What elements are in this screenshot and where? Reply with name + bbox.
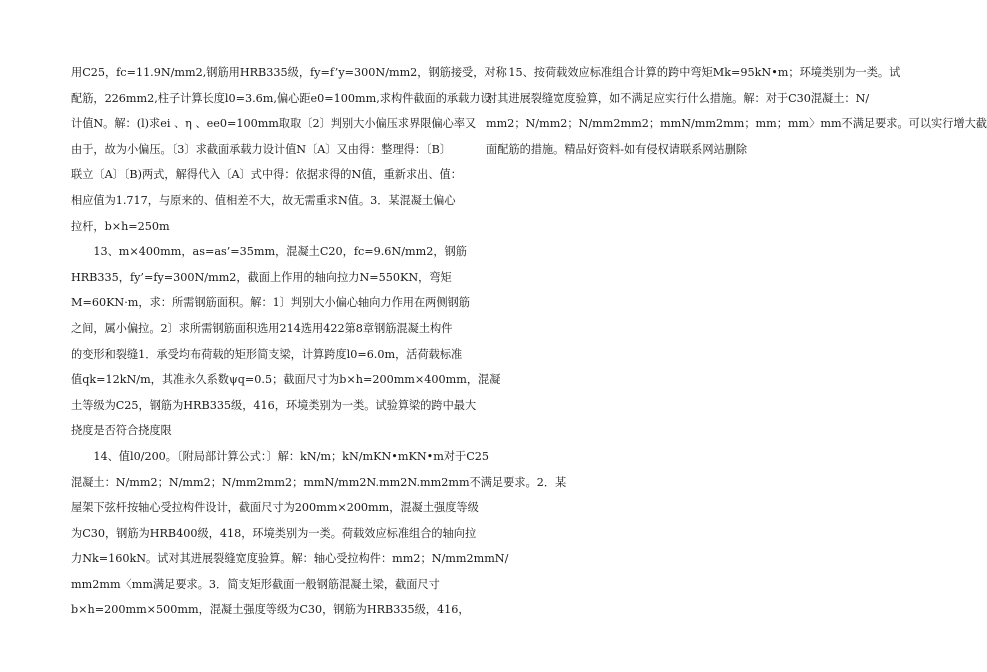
text-line: 计值N。解：(l)求ei 、η 、ee0=100mm取取〔2〕判别大小偏压求界限偏心率又 [71, 117, 477, 131]
text-line: mm2mm〈mm满足要求。3．简支矩形截面一般钢筋混凝土梁，截面尺寸 [71, 577, 440, 591]
text-line: 联立〔A〕〔B)两式，解得代入〔A〕式中得：依据求得的N值，重新求出、值： [71, 168, 462, 182]
text-line: 混凝土：N/mm2；N/mm2；N/mm2mm2；mmN/mm2N.mm2N.mm2mm不满足要求。2．某 [71, 475, 567, 489]
text-line: 为C30，钢筋为HRB400级，418，环境类别为一类。荷载效应标准组合的轴向拉 [71, 526, 477, 540]
text-line: 用C25，fc=11.9N/mm2,钢筋用HRB335级，fy=f’y=300N/mm2，钢筋接受，对称 [71, 66, 507, 79]
text-line: HRB335，fy’=fy=300N/mm2，截面上作用的轴向拉力N=550KN，弯矩 [71, 270, 452, 284]
text-line: mm2；N/mm2；N/mm2mm2；mmN/mm2mm；mm；mm〉mm不满足要求。可以实行增大截 [486, 117, 987, 131]
text-line: 拉杆，b×h=250m [71, 219, 170, 233]
text-line: 屋架下弦杆按轴心受拉构件设计，截面尺寸为200mm×200mm，混凝土强度等级 [71, 501, 479, 515]
text-line: 挠度是否符合挠度限 [71, 424, 172, 438]
text-line: 13、m×400mm，as=as’=35mm，混凝土C20，fc=9.6N/mm2，钢筋 [71, 245, 467, 259]
text-line: 由于，故为小偏压。〔3〕求截面承载力设计值N〔A〕又由得：整理得：〔B〕 [71, 142, 452, 156]
text-line: 力Nk=160kN。试对其进展裂缝宽度验算。解：轴心受拉构件：mm2；N/mm2mmN/ [71, 552, 509, 566]
text-line: 配筋，226mm2,柱子计算长度l0=3.6m,偏心距e0=100mm,求构件截面的承载力设 [71, 91, 492, 105]
text-line: 相应值为1.717，与原来的、值相差不大，故无需重求N值。3．某混凝土偏心 [71, 193, 456, 207]
text-line: 的变形和裂缝1．承受均布荷载的矩形简支梁，计算跨度l0=6.0m，活荷载标准 [71, 347, 463, 361]
text-line: 对其进展裂缝宽度验算，如不满足应实行什么措施。解：对于C30混凝土：N/ [486, 91, 870, 105]
right-column [486, 60, 987, 162]
text-line: 之间，属小偏拉。2〕求所需钢筋面积选用214选用422第8章钢筋混凝土构件 [71, 321, 453, 335]
left-column [71, 60, 567, 623]
text-line: 14、值l0/200。〔附局部计算公式：〕解：kN/m；kN/mKN•mKN•m对于C25 [71, 449, 490, 463]
text-line: 土等级为C25，钢筋为HRB335级，416，环境类别为一类。试验算梁的跨中最大 [71, 398, 477, 412]
text-line: b×h=200mm×500mm，混凝土强度等级为C30，钢筋为HRB335级，416， [71, 603, 470, 617]
text-line: 面配筋的措施。精品好资料-如有侵权请联系网站删除 [486, 142, 748, 156]
text-line: 15、按荷载效应标准组合计算的跨中弯矩Mk=95kN•m；环境类别为一类。试 [486, 66, 901, 79]
text-line: 值qk=12kN/m，其准永久系数ψq=0.5；截面尺寸为b×h=200mm×400mm，混凝 [71, 373, 501, 387]
text-line: M=60KN·m，求：所需钢筋面积。解：1〕判别大小偏心轴向力作用在两侧钢筋 [71, 296, 470, 310]
